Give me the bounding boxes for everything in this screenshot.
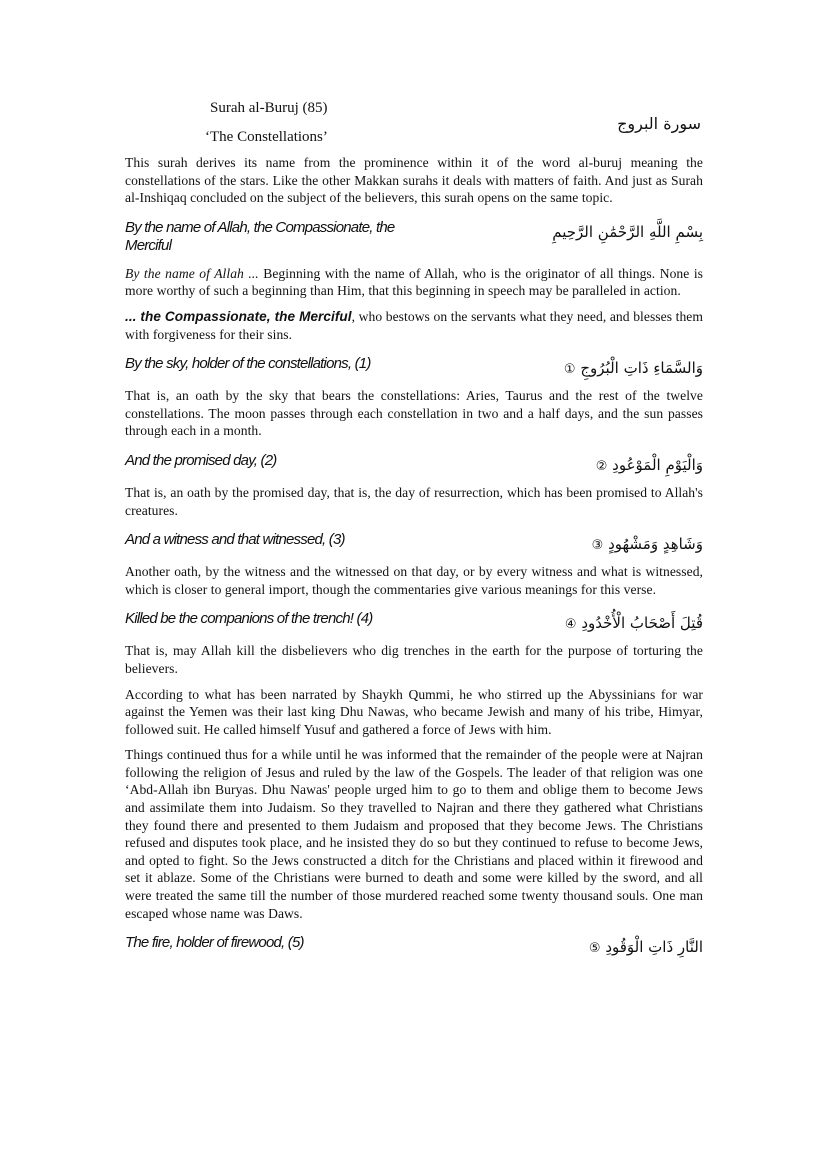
commentary-paragraph: That is, an oath by the promised day, that is, the day of resurrection, which has been promised to Allah's creatures.: [125, 484, 703, 518]
verse-arabic: [596, 452, 703, 474]
verse-english: By the sky, holder of the constellations, (1): [125, 355, 371, 373]
commentary-lead: ... the Compassionate, the Merciful: [125, 308, 352, 324]
verse-arabic: [592, 531, 703, 553]
commentary-paragraph: [125, 308, 703, 343]
commentary-paragraph: Things continued thus for a while until he was informed that the remainder of the people were at Najran following the religion of Jesus and ruled by the law of the Gospels. The leader of that religion was one ‘Abd-Allah ibn Buryas. Dhu Nawas' people urged him to go to them and oblige them to become Jews and assimilate them into Judaism. So they travelled to Najran and there they gathered what Christians they found there and presented to them Judaism and proposed that they become Jews. The Christians refused and disputes took place, and he insisted they do so but they continued to refuse to become Jews, and opted to fight. So the Jews constructed a ditch for the Christians and placed within it firewood and set it ablaze. Some of the Christians were burned to death and some were killed by the sword, and all were treated the same till the number of those murdered reached some twenty thousand souls. One man escaped whose name was Daws.: [125, 747, 703, 921]
verse-arabic-text: وَالسَّمَاءِ ذَاتِ الْبُرُوجِ: [580, 359, 703, 378]
verse-arabic-text: وَشَاهِدٍ وَمَشْهُودٍ: [608, 535, 703, 554]
verse-english: The fire, holder of firewood, (5): [125, 934, 304, 952]
verse-heading-0: [125, 219, 703, 255]
verse-arabic-text: النَّارِ ذَاتِ الْوَقُودِ: [605, 938, 703, 957]
verse-heading-2: [125, 452, 703, 474]
verse-heading-4: [125, 610, 703, 632]
verse-arabic: بِسْمِ اللَّهِ الرَّحْمَٰنِ الرَّحِيمِ: [552, 222, 703, 241]
verse-arabic: [564, 355, 703, 377]
commentary-paragraph: According to what has been narrated by Shaykh Qummi, he who stirred up the Abyssinians for war against the Yemen was their last king Dhu Nawas, who became Jewish and many of his tribe, Himyar, followed suit. He called himself Yusuf and gathered a force of Jews with him.: [125, 686, 703, 737]
verse-arabic-text: قُتِلَ أَصْحَابُ الْأُخْدُودِ: [581, 614, 703, 633]
verse-heading-1: [125, 355, 703, 377]
ayah-number-icon: ⑤: [588, 941, 601, 957]
ayah-number-icon: ④: [564, 617, 577, 633]
document-page: [125, 96, 703, 966]
surah-subtitle: ‘The Constellations’: [205, 129, 328, 145]
verse-heading-5: [125, 934, 703, 956]
commentary-paragraph: Another oath, by the witness and the witnessed on that day, or by every witness and what is witnessed, which is closer to general import, though the commentaries give various meanings for this verse.: [125, 564, 703, 597]
commentary-paragraph: That is, an oath by the sky that bears the constellations: Aries, Taurus and the rest of the twelve constellations. The moon passes through each constellation in two and a half days, and the sun passes through each in a month.: [125, 388, 703, 439]
verse-english: And the promised day, (2): [125, 451, 277, 469]
verse-arabic: [565, 610, 703, 632]
verse-arabic: [589, 934, 703, 956]
ayah-number-icon: ③: [591, 538, 604, 554]
verse-english: Killed be the companions of the trench! (4): [125, 610, 373, 628]
verse-english: And a witness and that witnessed, (3): [125, 531, 345, 549]
commentary-paragraph: That is, may Allah kill the disbelievers who dig trenches in the earth for the purpose of torturing the believers.: [125, 643, 703, 676]
title-block: [125, 96, 703, 154]
arabic-surah-title: سورة البروج: [617, 114, 701, 133]
ayah-number-icon: ①: [563, 362, 576, 378]
commentary-paragraph: [125, 265, 703, 300]
commentary-text: Beginning with the name of Allah, who is the originator of all things. None is more worthy of such a beginning than Him, that this beginning in speech may be paralleled in action.: [125, 265, 703, 299]
verse-english: By the name of Allah, the Compassionate, the Merciful: [125, 218, 395, 254]
ayah-number-icon: ②: [595, 458, 608, 474]
commentary-lead: By the name of Allah ...: [125, 265, 259, 281]
commentary-text: , who bestows on the servants what they need, and blesses them with forgiveness for their sins.: [125, 308, 704, 342]
verse-arabic-text: وَالْيَوْمِ الْمَوْعُودِ: [612, 455, 703, 474]
verse-heading-3: [125, 531, 703, 553]
surah-title: Surah al-Buruj (85): [210, 100, 328, 116]
intro-paragraph: This surah derives its name from the prominence within it of the word al-buruj meaning the constellations of the stars. Like the other Makkan surahs it deals with matters of faith. And just as Surah al-Inshiqaq concluded on the subject of the believers, this surah opens on the same topic.: [125, 155, 703, 206]
